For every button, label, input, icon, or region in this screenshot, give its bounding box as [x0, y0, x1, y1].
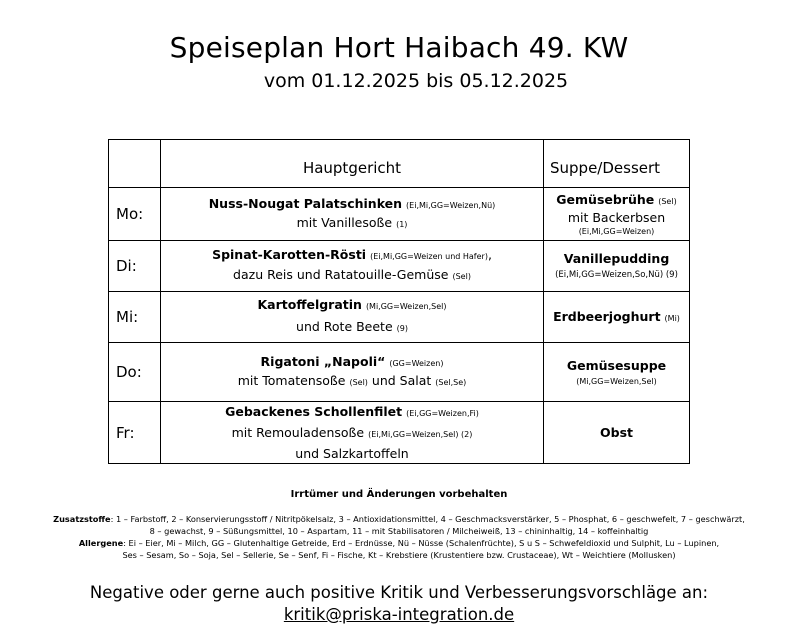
day-label: Fr: [109, 402, 161, 464]
additive-note: (9) [396, 324, 408, 333]
allergen-note: (Ei,Mi,GG=Weizen,So,Nü) (9) [555, 270, 678, 280]
table-row-wednesday [109, 292, 690, 343]
allergen-note: (Ei,Mi,GG=Weizen) [578, 226, 655, 236]
table-row-monday [109, 188, 690, 241]
dessert-name: Gemüsebrühe [556, 191, 655, 207]
page-title: Speiseplan Hort Haibach 49. KW [169, 31, 629, 64]
dish-name: Gebackenes Schollenfilet [225, 404, 403, 419]
day-label: Do: [109, 343, 161, 402]
dish-name: Nuss-Nougat Palatschinken [208, 196, 403, 211]
disclaimer: Irrtümer und Änderungen vorbehalten [290, 489, 508, 500]
additives-line-2: 8 – gewachst, 9 – Süßungsmittel, 10 – Aspartam, 11 – mit Stabilisatoren / Milcheiweiß, 13 – chininhaltig, 14 – koffeinhaltig [149, 526, 649, 536]
date-range: vom 01.12.2025 bis 05.12.2025 [263, 70, 569, 92]
allergen-note: (Ei,Mi,GG=Weizen,Sel) (2) [368, 430, 473, 439]
allergen-note: (Ei,GG=Weizen,Fi) [406, 409, 479, 418]
additives-label: Zusatzstoffe [53, 514, 111, 524]
dish-side: mit Remouladensoße [231, 425, 365, 440]
feedback-text: Negative oder gerne auch positive Kritik und Verbesserungsvorschläge an: [89, 583, 709, 602]
soup-name: Gemüsesuppe [566, 357, 667, 373]
feedback-email-link[interactable]: kritik@priska-integration.de [283, 605, 515, 624]
allergen-note: (Mi) [664, 313, 680, 323]
allergen-note: (Ei,Mi,GG=Weizen und Hafer) [370, 252, 488, 261]
allergens-text: : Ei – Eier, Mi – Milch, GG – Glutenhaltige Getreide, Erd – Erdnüsse, Nü – Nüsse (Schalenfrüchte), S u S – Schwefeldioxid und Sulphit, Lu – Lupinen, [123, 538, 720, 548]
table-row-tuesday [109, 241, 690, 292]
dessert-side: mit Backerbsen [567, 209, 666, 225]
dish-name: Rigatoni „Napoli“ [260, 354, 386, 369]
allergens-label: Allergene [78, 538, 124, 548]
allergen-note: (Mi,GG=Weizen,Sel) [576, 376, 657, 386]
dish-side: und Rote Beete [296, 319, 393, 334]
table-header-row [109, 140, 690, 188]
additives-text: : 1 – Farbstoff, 2 – Konservierungsstoff / Nitritpökelsalz, 3 – Antioxidationsmittel, 4 – Geschmacksverstärker, 5 – Phosphat, 6 – geschwefelt, 7 – geschwärzt, [110, 514, 745, 524]
allergen-note: (GG=Weizen) [389, 359, 444, 368]
dessert-name: Erdbeerjoghurt [553, 308, 661, 324]
soup-dessert [544, 188, 690, 241]
additive-note: (1) [396, 220, 408, 229]
main-dish [161, 241, 544, 292]
soup-dessert [544, 241, 690, 292]
table-row-friday [109, 402, 690, 464]
header-soup-dessert: Suppe/Dessert [544, 140, 690, 188]
allergen-note: (Sel) [349, 378, 368, 387]
dessert-name: Vanillepudding [563, 251, 670, 266]
table-row-thursday [109, 343, 690, 402]
legend-notes [20, 513, 778, 561]
main-dish [161, 343, 544, 402]
day-label: Di: [109, 241, 161, 292]
punctuation: , [487, 247, 492, 262]
main-dish [161, 188, 544, 241]
soup-dessert [544, 343, 690, 402]
dessert-name: Obst [600, 425, 633, 440]
soup-dessert [544, 292, 690, 343]
header-day [109, 140, 161, 188]
allergen-note: (Sel) [658, 196, 677, 206]
dish-side: dazu Reis und Ratatouille-Gemüse [233, 267, 449, 282]
main-dish [161, 402, 544, 464]
main-dish [161, 292, 544, 343]
header-main-dish: Hauptgericht [161, 140, 544, 188]
dish-side-2: und Salzkartoffeln [295, 446, 409, 461]
day-label: Mi: [109, 292, 161, 343]
dish-side: mit Tomatensoße [237, 373, 346, 388]
additives-line-1 [20, 513, 778, 525]
menu-table [108, 139, 690, 464]
dish-name: Spinat-Karotten-Rösti [212, 247, 367, 262]
allergens-line-1 [20, 537, 778, 549]
allergen-note: (Sel,Se) [435, 378, 467, 387]
allergen-note: (Mi,GG=Weizen,Sel) [365, 302, 447, 311]
soup-dessert [544, 402, 690, 464]
feedback-section [0, 582, 798, 626]
allergens-line-2: Ses – Sesam, So – Soja, Sel – Sellerie, Se – Senf, Fi – Fische, Kt – Krebstiere (Krustentiere bzw. Crustaceae), Wt – Weichtiere (Mollusken) [122, 550, 676, 560]
dish-side-2: und Salat [371, 373, 432, 388]
dish-side: mit Vanillesoße [296, 215, 393, 230]
day-label: Mo: [109, 188, 161, 241]
allergen-note: (Sel) [452, 272, 471, 281]
dish-name: Kartoffelgratin [257, 297, 362, 312]
allergen-note: (Ei,Mi,GG=Weizen,Nü) [406, 201, 496, 210]
